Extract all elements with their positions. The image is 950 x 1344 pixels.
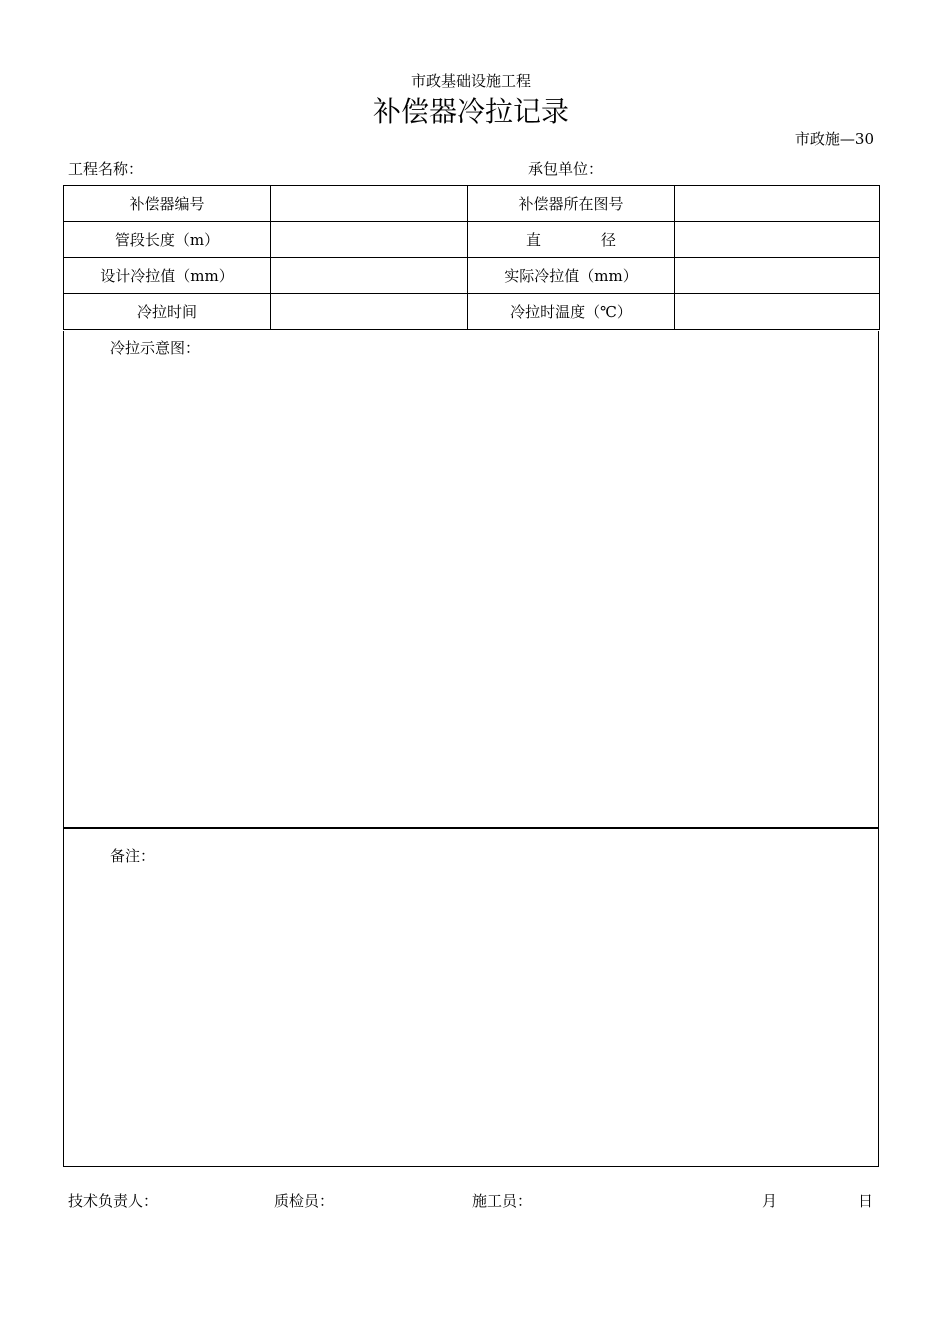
diameter-field[interactable] <box>675 222 880 258</box>
table-row <box>64 222 880 258</box>
actual-cold-pull-field[interactable] <box>675 258 880 294</box>
compensator-number-field[interactable] <box>271 186 468 222</box>
table-row <box>64 294 880 330</box>
inspector-label: 质检员： <box>274 1192 335 1210</box>
actual-cold-pull-label: 实际冷拉值（mm） <box>468 258 675 294</box>
drawing-number-field[interactable] <box>675 186 880 222</box>
cold-pull-time-label: 冷拉时间 <box>64 294 271 330</box>
contractor-label: 承包单位： <box>528 160 604 178</box>
form-subtitle: 市政基础设施工程 <box>410 72 531 90</box>
remarks-label: 备注： <box>110 847 156 865</box>
month-label: 月 <box>762 1192 778 1210</box>
form-title: 补偿器冷拉记录 <box>372 95 569 128</box>
project-name-label: 工程名称： <box>68 160 144 178</box>
pipe-length-field[interactable] <box>271 222 468 258</box>
cold-pull-sketch-label: 冷拉示意图： <box>110 339 201 357</box>
cold-pull-sketch-area[interactable] <box>63 331 879 828</box>
day-label: 日 <box>858 1192 874 1210</box>
form-code: 市政施—30 <box>794 130 874 148</box>
tech-lead-label: 技术负责人： <box>68 1192 159 1210</box>
builder-label: 施工员： <box>472 1192 533 1210</box>
table-row <box>64 258 880 294</box>
design-cold-pull-label: 设计冷拉值（mm） <box>64 258 271 294</box>
compensator-number-label: 补偿器编号 <box>64 186 271 222</box>
record-table <box>63 185 880 330</box>
diameter-label: 直 径 <box>468 222 675 258</box>
cold-pull-temperature-field[interactable] <box>675 294 880 330</box>
design-cold-pull-field[interactable] <box>271 258 468 294</box>
pipe-length-label: 管段长度（m） <box>64 222 271 258</box>
drawing-number-label: 补偿器所在图号 <box>468 186 675 222</box>
remarks-area[interactable] <box>63 828 879 1167</box>
table-row <box>64 186 880 222</box>
cold-pull-temperature-label: 冷拉时温度（℃） <box>468 294 675 330</box>
cold-pull-time-field[interactable] <box>271 294 468 330</box>
